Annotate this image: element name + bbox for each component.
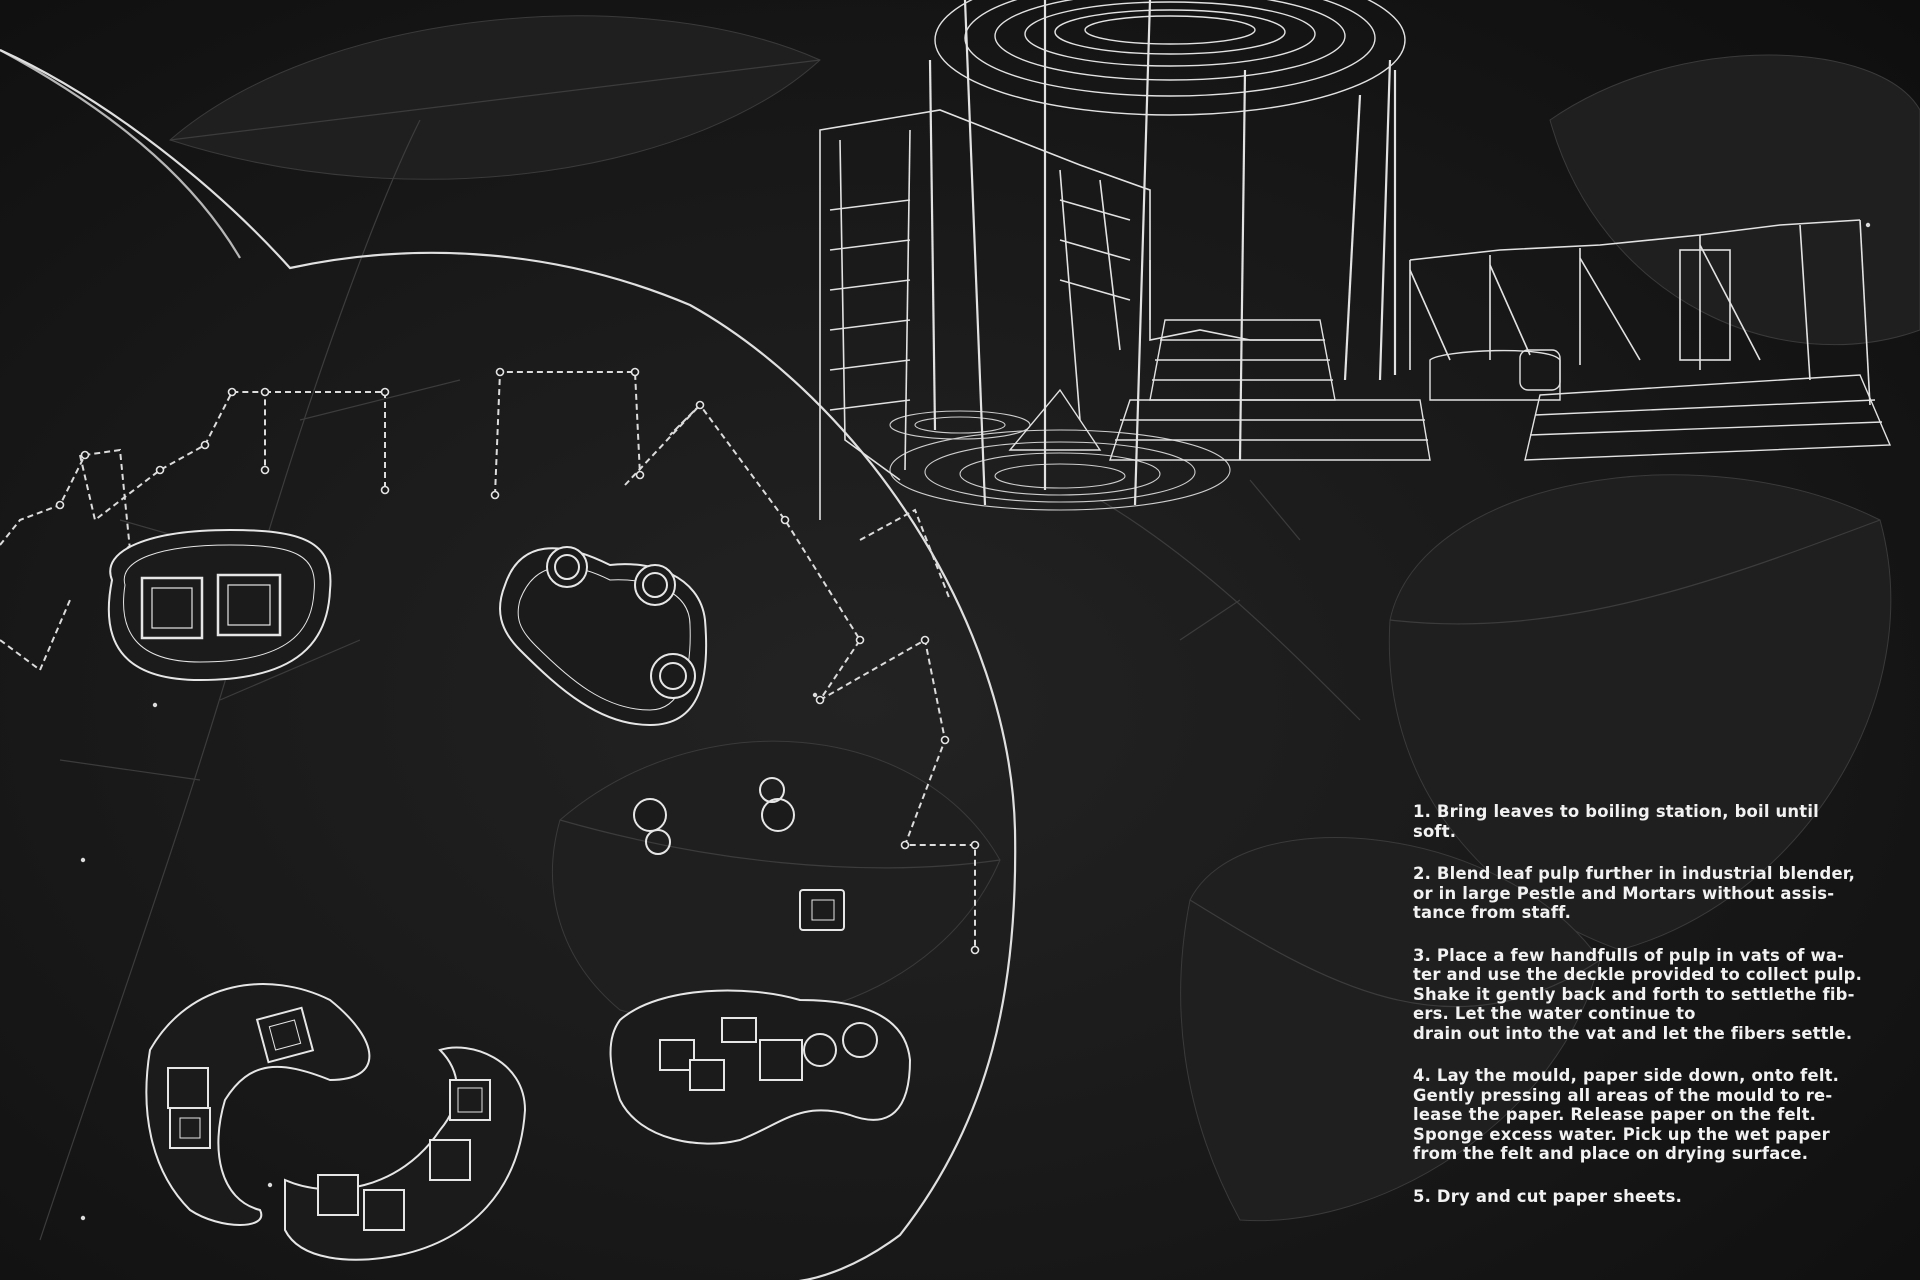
rack-b: [265, 392, 385, 490]
rack-c: [495, 372, 640, 495]
instruction-step-1: 1. Bring leaves to boiling station, boil until soft.: [1413, 802, 1819, 841]
rack-left: [0, 450, 130, 550]
canopy-rings: [935, 0, 1405, 115]
perspective-racks-left: [820, 110, 1150, 520]
vat-station-1: [109, 530, 331, 680]
leaf-top-left: [170, 16, 820, 179]
stepped-platforms: [1010, 320, 1890, 460]
leaf-center: [553, 741, 1001, 1023]
drying-bench-plan: [611, 990, 910, 1143]
instruction-step-3: 3. Place a few handfulls of pulp in vats of wa- ter and use the deckle provided to collect pulp. Shake it gently back and forth to settlethe fib- ers. Let the water continue to drain out into the vat and let the fibers settle.: [1413, 945, 1863, 1043]
instruction-step-4: 4. Lay the mould, paper side down, onto felt. Gently pressing all areas of the mould to re- lease the paper. Release paper on the felt. Sponge excess water. Pick up the wet paper from the felt and place on drying surface.: [1413, 1066, 1840, 1163]
rack-left-2: [0, 600, 70, 670]
papermaking-instructions: [1413, 802, 1888, 1229]
rack-f: [860, 510, 950, 600]
pressing-bench-middle: [285, 1048, 525, 1260]
boiling-station: [500, 547, 706, 725]
rack-a: [80, 392, 265, 520]
instruction-step-2: 2. Blend leaf pulp further in industrial blender, or in large Pestle and Mortars without assis- tance from staff.: [1413, 864, 1856, 922]
instruction-step-5: 5. Dry and cut paper sheets.: [1413, 1186, 1683, 1206]
